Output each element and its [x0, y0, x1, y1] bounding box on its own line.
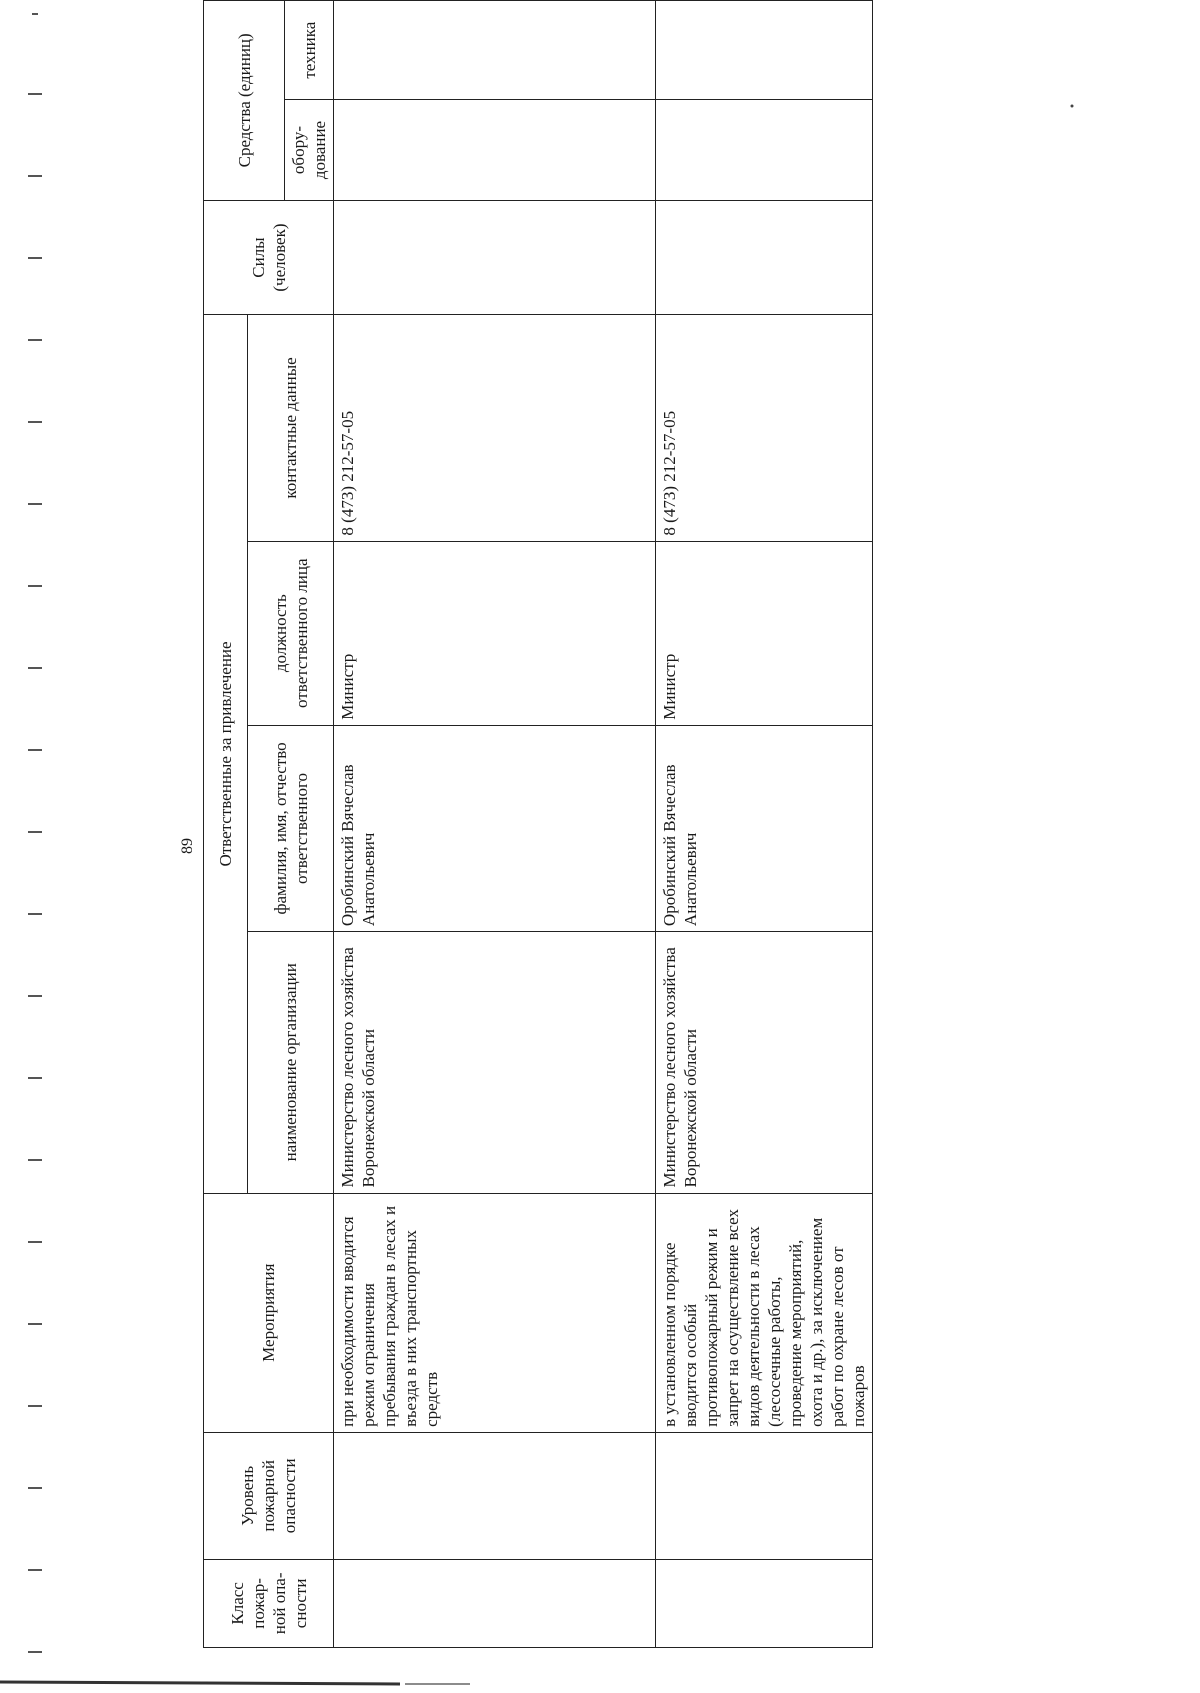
table-row [334, 1, 656, 1648]
cell-organization: Министерство лесного хозяйства Воронежской области [334, 932, 656, 1193]
header-forces: Силы (человек) [204, 200, 334, 315]
cell-person: Оробинский Вячеслав Анатольевич [334, 725, 656, 931]
header-machinery: техника [285, 1, 334, 100]
header-org-name: наименование организации [248, 932, 334, 1193]
cell-equipment [334, 100, 656, 200]
rotated-page-content [203, 0, 868, 1648]
cell-level [334, 1432, 656, 1559]
cell-position: Министр [334, 541, 656, 725]
cell-person: Оробинский Вячеслав Анатольевич [656, 725, 873, 931]
header-measures: Мероприятия [204, 1193, 334, 1432]
cell-measures: при необходимости вводится режим ограничения пребывания граждан в лесах и въезда в них транспортных средств [334, 1193, 656, 1432]
cell-position: Министр [656, 541, 873, 725]
cell-equipment [656, 100, 873, 200]
cell-organization: Министерство лесного хозяйства Воронежской области [656, 932, 873, 1193]
header-row-1 [204, 1, 248, 1648]
cell-contacts: 8 (473) 212-57-05 [334, 315, 656, 541]
table-row [656, 1, 873, 1648]
header-group-responsible: Ответственные за привлечение [204, 315, 248, 1193]
header-full-name: фамилия, имя, отчество ответственного [248, 725, 334, 931]
cell-class [656, 1559, 873, 1647]
cell-machinery [334, 1, 656, 100]
cell-forces [656, 200, 873, 315]
header-level: Уровень пожарной опасности [204, 1432, 334, 1559]
header-class: Класс пожар-ной опа-сности [204, 1559, 334, 1647]
header-position: должность ответственного лица [248, 541, 334, 725]
header-contacts: контактные данные [248, 315, 334, 541]
fire-measures-table [203, 0, 873, 1648]
cell-forces [334, 200, 656, 315]
cell-level [656, 1432, 873, 1559]
header-equipment: обору-дование [285, 100, 334, 200]
cell-contacts: 8 (473) 212-57-05 [656, 315, 873, 541]
cell-measures: в установленном порядке вводится особый противопожарный режим и запрет на осуществление всех видов деятельности в лесах (лесосечные работы, проведение мероприятий, охота и др.), за исключением работ по охране лесов от пожаров [656, 1193, 873, 1432]
cell-class [334, 1559, 656, 1647]
page-number: 89 [179, 838, 196, 854]
header-group-means: Средства (единиц) [204, 1, 285, 201]
cell-machinery [656, 1, 873, 100]
